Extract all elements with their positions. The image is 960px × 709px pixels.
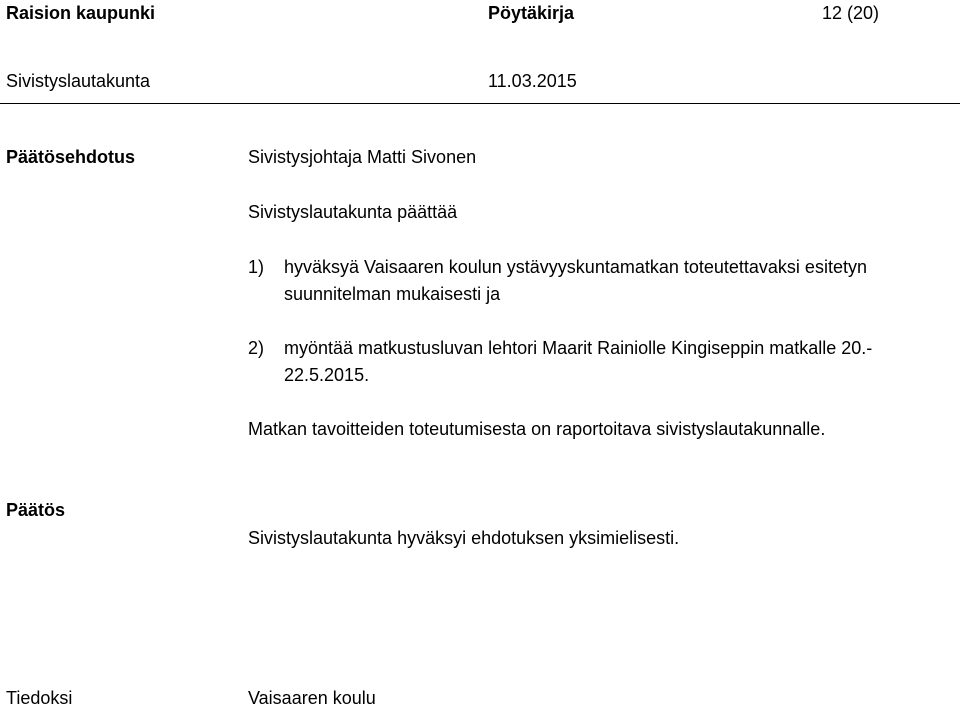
item-2-line-2: 22.5.2015. — [284, 365, 370, 385]
proposal-intro: Sivistyslautakunta päättää — [248, 202, 458, 222]
decision-heading: Päätös — [6, 500, 66, 520]
organization-name: Raision kaupunki — [6, 3, 156, 23]
page-indicator: 12 (20) — [822, 3, 880, 23]
distribution-heading: Tiedoksi — [6, 688, 73, 708]
document-type: Pöytäkirja — [488, 3, 575, 23]
proposal-closing: Matkan tavoitteiden toteutumisesta on raportoitava sivistyslautakunnalle. — [248, 419, 826, 439]
proposal-heading: Päätösehdotus — [6, 147, 136, 167]
item-1-number: 1) — [248, 257, 265, 277]
meeting-date: 11.03.2015 — [488, 71, 577, 91]
decision-text: Sivistyslautakunta hyväksyi ehdotuksen yksimielisesti. — [248, 528, 680, 548]
proposer: Sivistysjohtaja Matti Sivonen — [248, 147, 477, 167]
item-1-line-1: hyväksyä Vaisaaren koulun ystävyyskuntamatkan toteutettavaksi esitetyn — [284, 257, 867, 277]
item-1-line-2: suunnitelman mukaisesti ja — [284, 284, 501, 304]
header-divider — [0, 103, 960, 104]
body-name: Sivistyslautakunta — [6, 71, 151, 91]
item-2-line-1: myöntää matkustusluvan lehtori Maarit Rainiolle Kingiseppin matkalle 20.- — [284, 338, 873, 358]
distribution-recipient: Vaisaaren koulu — [248, 688, 376, 708]
item-2-number: 2) — [248, 338, 265, 358]
